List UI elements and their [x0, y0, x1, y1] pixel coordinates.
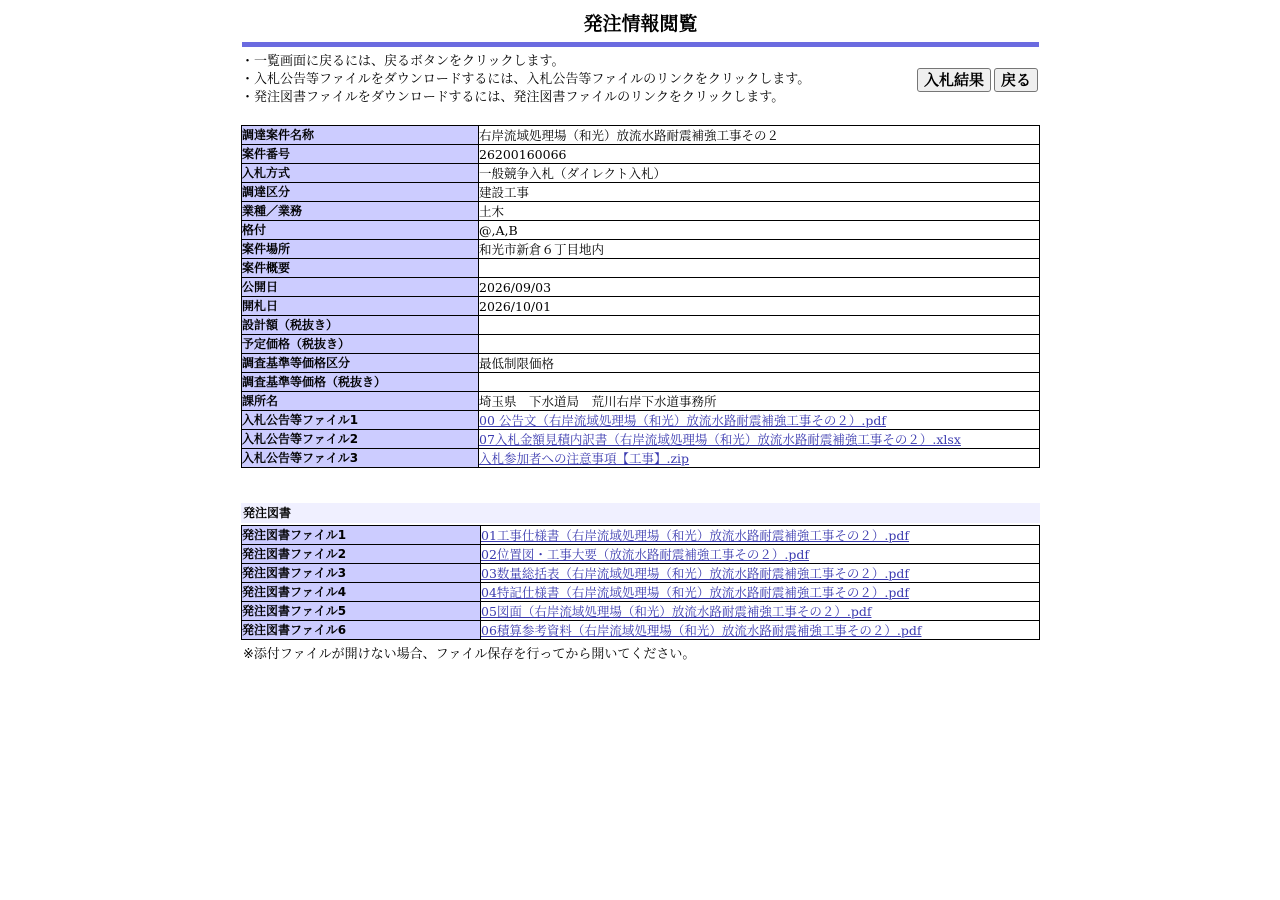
field-label: 案件概要 [242, 259, 479, 278]
field-value [481, 602, 1040, 621]
instruction-line-back: ・一覧画面に戻るには、戻るボタンをクリックします。 [241, 54, 565, 69]
field-label: 設計額（税抜き） [242, 316, 479, 335]
field-value [479, 335, 1040, 354]
field-label: 発注図書ファイル3 [242, 564, 481, 583]
field-label: 調達区分 [242, 183, 479, 202]
field-label: 調査基準等価格（税抜き） [242, 373, 479, 392]
order-docs-table [241, 525, 1040, 640]
field-label: 調達案件名称 [242, 126, 479, 145]
field-value: 建設工事 [479, 183, 1040, 202]
field-value: 埼玉県 下水道局 荒川右岸下水道事務所 [479, 392, 1040, 411]
field-value [481, 526, 1040, 545]
action-buttons [917, 68, 1038, 92]
order-doc-link-1[interactable]: 01工事仕様書（右岸流域処理場（和光）放流水路耐震補強工事その２）.pdf [481, 527, 910, 543]
table-row [242, 335, 1040, 354]
table-row [242, 373, 1040, 392]
field-label: 案件場所 [242, 240, 479, 259]
back-button[interactable]: 戻る [994, 68, 1038, 92]
instruction-line-order-docs: ・発注図書ファイルをダウンロードするには、発注図書ファイルのリンクをクリックします。 [241, 90, 785, 105]
table-row [242, 297, 1040, 316]
table-row [242, 564, 1040, 583]
table-row [242, 621, 1040, 640]
field-label: 調査基準等価格区分 [242, 354, 479, 373]
field-label: 入札方式 [242, 164, 479, 183]
table-row [242, 126, 1040, 145]
field-value: 和光市新倉６丁目地内 [479, 240, 1040, 259]
instructions [241, 53, 810, 107]
table-row [242, 526, 1040, 545]
order-doc-link-5[interactable]: 05図面（右岸流域処理場（和光）放流水路耐震補強工事その２）.pdf [481, 603, 872, 619]
field-value [479, 411, 1040, 430]
table-row [242, 430, 1040, 449]
notice-file-link-2[interactable]: 07入札金額見積内訳書（右岸流域処理場（和光）放流水路耐震補強工事その２）.xlsx [479, 431, 961, 447]
field-label: 予定価格（税抜き） [242, 335, 479, 354]
field-label: 発注図書ファイル5 [242, 602, 481, 621]
field-value [481, 545, 1040, 564]
table-row [242, 240, 1040, 259]
bid-results-button[interactable]: 入札結果 [917, 68, 991, 92]
table-row [242, 602, 1040, 621]
notice-file-link-1[interactable]: 00 公告文（右岸流域処理場（和光）放流水路耐震補強工事その２）.pdf [479, 412, 886, 428]
field-value: 右岸流域処理場（和光）放流水路耐震補強工事その２ [479, 126, 1040, 145]
field-value: 2026/09/03 [479, 278, 1040, 297]
table-row [242, 221, 1040, 240]
table-row [242, 354, 1040, 373]
field-value [481, 583, 1040, 602]
page-container [241, 0, 1040, 662]
field-label: 案件番号 [242, 145, 479, 164]
order-info-table [241, 125, 1040, 468]
field-label: 課所名 [242, 392, 479, 411]
field-value [481, 564, 1040, 583]
order-doc-link-6[interactable]: 06積算参考資料（右岸流域処理場（和光）放流水路耐震補強工事その２）.pdf [481, 622, 922, 638]
field-label: 発注図書ファイル6 [242, 621, 481, 640]
field-value [479, 449, 1040, 468]
order-doc-link-4[interactable]: 04特記仕様書（右岸流域処理場（和光）放流水路耐震補強工事その２）.pdf [481, 584, 910, 600]
table-row [242, 202, 1040, 221]
table-row [242, 545, 1040, 564]
instruction-line-notice-files: ・入札公告等ファイルをダウンロードするには、入札公告等ファイルのリンクをクリックします。 [241, 72, 811, 87]
table-row [242, 392, 1040, 411]
field-label: 格付 [242, 221, 479, 240]
order-doc-link-2[interactable]: 02位置図・工事大要（放流水路耐震補強工事その２）.pdf [481, 546, 810, 562]
table-row [242, 164, 1040, 183]
notice-file-link-3[interactable]: 入札参加者への注意事項【工事】.zip [479, 450, 690, 466]
table-row [242, 183, 1040, 202]
field-value [479, 373, 1040, 392]
table-row [242, 583, 1040, 602]
field-label: 公開日 [242, 278, 479, 297]
field-value [479, 430, 1040, 449]
field-value: 2026/10/01 [479, 297, 1040, 316]
page-title: 発注情報閲覧 [583, 13, 698, 35]
table-row [242, 411, 1040, 430]
field-label: 発注図書ファイル4 [242, 583, 481, 602]
attachment-footnote: ※添付ファイルが開けない場合、ファイル保存を行ってから開いてください。 [243, 647, 696, 662]
table-row [242, 316, 1040, 335]
field-value: @,A,B [479, 221, 1040, 240]
order-docs-section-title: 発注図書 [241, 503, 1040, 523]
field-label: 開札日 [242, 297, 479, 316]
field-value: 一般競争入札（ダイレクト入札） [479, 164, 1040, 183]
field-value [479, 259, 1040, 278]
field-value: 土木 [479, 202, 1040, 221]
field-value: 最低制限価格 [479, 354, 1040, 373]
field-value: 26200160066 [479, 145, 1040, 164]
table-row [242, 449, 1040, 468]
table-row [242, 278, 1040, 297]
order-doc-link-3[interactable]: 03数量総括表（右岸流域処理場（和光）放流水路耐震補強工事その２）.pdf [481, 565, 910, 581]
table-row [242, 145, 1040, 164]
field-value [479, 316, 1040, 335]
field-label: 発注図書ファイル2 [242, 545, 481, 564]
field-label: 業種／業務 [242, 202, 479, 221]
field-value [481, 621, 1040, 640]
field-label: 入札公告等ファイル3 [242, 449, 479, 468]
field-label: 入札公告等ファイル2 [242, 430, 479, 449]
field-label: 入札公告等ファイル1 [242, 411, 479, 430]
field-label: 発注図書ファイル1 [242, 526, 481, 545]
intro-area [241, 47, 1040, 125]
table-row [242, 259, 1040, 278]
